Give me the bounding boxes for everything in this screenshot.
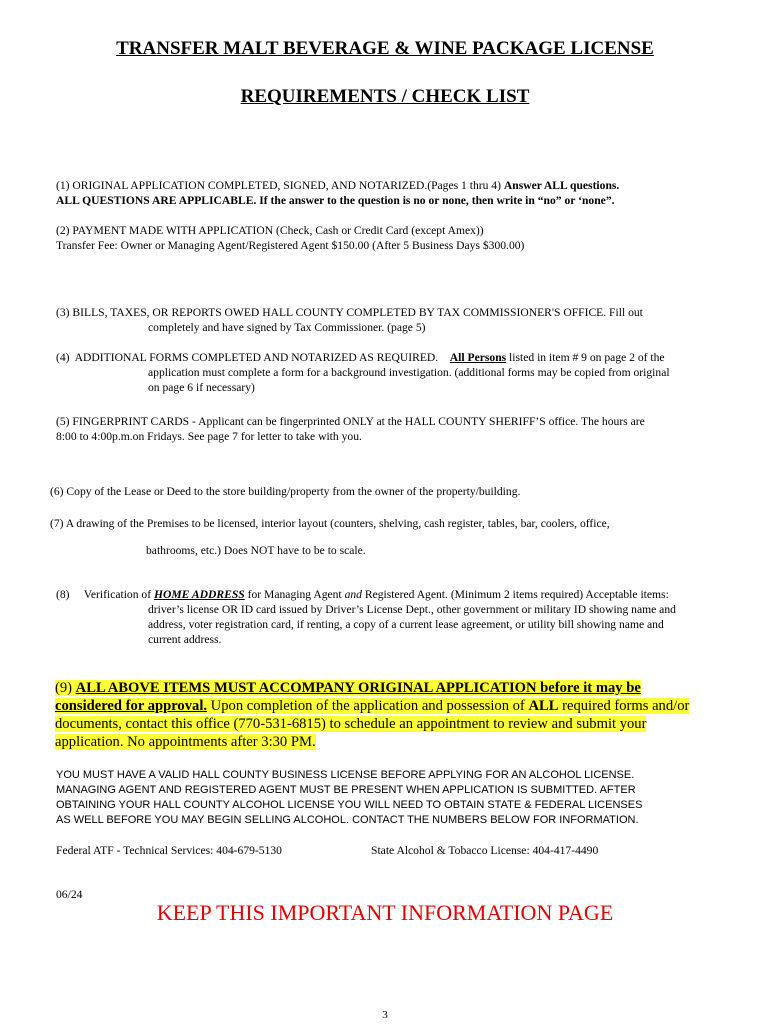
item-8-mid2: Registered Agent. (Minimum 2 items required) Acceptable items:	[361, 588, 669, 601]
revision-date: 06/24	[56, 888, 83, 901]
item-4-line2: application must complete a form for a background investigation. (additional forms may be copied from original	[148, 366, 670, 379]
item-9-line3: documents, contact this office (770-531-6815) to schedule an appointment to review and submit your	[55, 716, 647, 732]
notice-line3: OBTAINING YOUR HALL COUNTY ALCOHOL LICENSE YOU WILL NEED TO OBTAIN STATE & FEDERAL LICENSES	[56, 799, 643, 811]
notice-line1: YOU MUST HAVE A VALID HALL COUNTY BUSINESS LICENSE BEFORE APPLYING FOR AN ALCOHOL LICENSE.	[56, 769, 635, 781]
notice-block	[56, 768, 756, 828]
item-8-prefix: (8) Verification of	[56, 588, 154, 601]
item-8-line4: current address.	[148, 633, 222, 646]
document-subtitle: REQUIREMENTS / CHECK LIST	[240, 86, 530, 107]
item-4-text2: listed in item # 9 on page 2 of the	[506, 351, 665, 364]
item-3-line2: completely and have signed by Tax Commissioner. (page 5)	[148, 321, 426, 334]
item-1	[56, 178, 736, 208]
item-5-line1: (5) FINGERPRINT CARDS - Applicant can be fingerprinted ONLY at the HALL COUNTY SHERIFF’S office. The hours are	[56, 415, 645, 428]
item-4	[56, 350, 746, 395]
item-9-text1: Upon completion of the application and possession of	[207, 698, 529, 714]
item-8-italic: and	[344, 588, 362, 601]
item-9-prefix: (9)	[55, 680, 76, 696]
notice-line4: AS WELL BEFORE YOU MAY BEGIN SELLING ALCOHOL. CONTACT THE NUMBERS BELOW FOR INFORMATION.	[56, 814, 639, 826]
contact-federal: Federal ATF - Technical Services: 404-679-5130	[56, 844, 282, 857]
item-4-line3: on page 6 if necessary)	[148, 381, 255, 394]
item-2	[56, 223, 736, 253]
item-9-text2: required forms and/or	[558, 698, 690, 714]
item-6-text: (6) Copy of the Lease or Deed to the store building/property from the owner of the property/building.	[50, 485, 521, 498]
item-9-bold-line1: ALL ABOVE ITEMS MUST ACCOMPANY ORIGINAL APPLICATION before it may be	[75, 680, 641, 696]
item-1-bold-line2: ALL QUESTIONS ARE APPLICABLE. If the answer to the question is no or none, then write in “no” or ‘none”.	[56, 194, 615, 207]
item-8-mid1: for Managing Agent	[244, 588, 345, 601]
item-6	[50, 484, 750, 499]
item-8	[56, 587, 746, 647]
contact-state: State Alcohol & Tobacco License: 404-417-4490	[371, 844, 599, 857]
item-9	[55, 679, 745, 751]
item-5-line2: 8:00 to 4:00p.m.on Fridays. See page 7 for letter to take with you.	[56, 430, 362, 443]
item-1-bold: Answer ALL questions.	[503, 179, 620, 192]
item-9-line4: application. No appointments after 3:30 PM.	[55, 734, 316, 750]
item-8-line3: address, voter registration card, if renting, a copy of a current lease agreement, or utility bill showing name and	[148, 618, 664, 631]
item-7-line1: (7) A drawing of the Premises to be licensed, interior layout (counters, shelving, cash register, tables, bar, coolers, office,	[50, 517, 610, 530]
item-1-text: (1) ORIGINAL APPLICATION COMPLETED, SIGNED, AND NOTARIZED.(Pages 1 thru 4)	[56, 179, 504, 192]
keep-page-notice: KEEP THIS IMPORTANT INFORMATION PAGE	[156, 900, 614, 925]
item-8-line2: driver’s license OR ID card issued by Driver’s License Dept., other government or military ID showing name and	[148, 603, 676, 616]
notice-line2: MANAGING AGENT AND REGISTERED AGENT MUST BE PRESENT WHEN APPLICATION IS SUBMITTED. AFTER	[56, 784, 636, 796]
item-2-line1: (2) PAYMENT MADE WITH APPLICATION (Check, Cash or Credit Card (except Amex))	[56, 224, 484, 237]
item-3-line1: (3) BILLS, TAXES, OR REPORTS OWED HALL COUNTY COMPLETED BY TAX COMMISSIONER'S OFFICE. Fill out	[56, 306, 643, 319]
item-2-line2: Transfer Fee: Owner or Managing Agent/Registered Agent $150.00 (After 5 Business Days $300.00)	[56, 239, 525, 252]
page-number: 3	[382, 1009, 388, 1021]
document-title: TRANSFER MALT BEVERAGE & WINE PACKAGE LICENSE	[116, 38, 654, 59]
item-9-bold-all: ALL	[528, 698, 559, 714]
item-8-bold: HOME ADDRESS	[153, 588, 245, 601]
item-3	[56, 305, 746, 335]
item-9-bold-line2: considered for approval.	[55, 698, 208, 714]
item-5	[56, 414, 746, 444]
item-4-bold: All Persons	[449, 351, 507, 364]
item-4-text: (4) ADDITIONAL FORMS COMPLETED AND NOTARIZED AS REQUIRED.	[56, 351, 450, 364]
item-7	[50, 516, 750, 558]
item-7-line2: bathrooms, etc.) Does NOT have to be to scale.	[146, 544, 366, 557]
